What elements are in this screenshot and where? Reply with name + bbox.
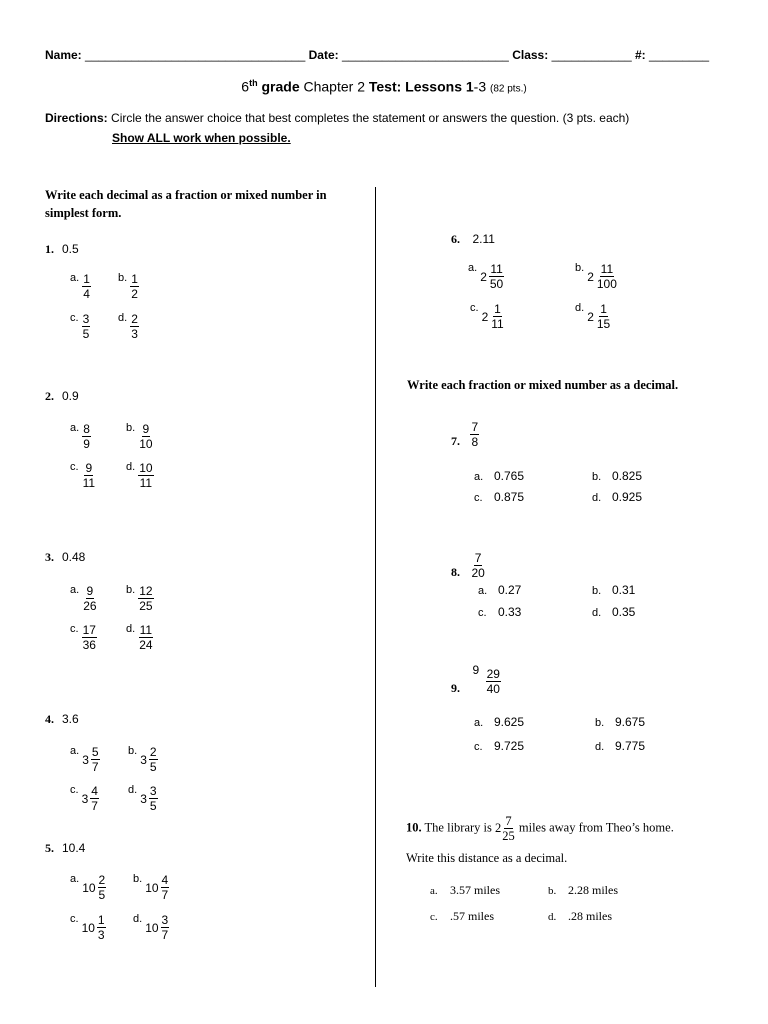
option-label: b. bbox=[592, 585, 602, 597]
option-label: c. bbox=[70, 312, 79, 324]
fraction-numerator: 3 bbox=[82, 312, 90, 326]
q10-text-after: miles away from Theo’s home. bbox=[518, 820, 674, 835]
option-fraction bbox=[596, 262, 618, 291]
date-label: Date: bbox=[308, 48, 339, 62]
option-fraction bbox=[161, 873, 170, 902]
mixed-whole: 10 bbox=[145, 880, 159, 895]
question-number: 3. bbox=[45, 550, 54, 564]
question-number: 8. bbox=[451, 565, 460, 579]
fraction-numerator: 9 bbox=[86, 584, 94, 598]
question-number: 6. bbox=[451, 232, 460, 246]
left-heading-line1: Write each decimal as a fraction or mixed number in bbox=[45, 188, 327, 202]
question-10 bbox=[406, 814, 674, 843]
left-heading-line2: simplest form. bbox=[45, 206, 122, 220]
answer-option[interactable] bbox=[430, 883, 500, 898]
answer-option[interactable] bbox=[575, 262, 618, 291]
answer-option[interactable] bbox=[595, 715, 645, 729]
option-label: c. bbox=[430, 911, 438, 923]
option-fraction bbox=[82, 312, 91, 341]
fraction-numerator: 12 bbox=[139, 584, 153, 598]
question-number: 9. bbox=[451, 681, 460, 695]
option-value: .57 miles bbox=[450, 909, 494, 923]
question-number: 10. bbox=[406, 820, 422, 835]
fraction-numerator: 3 bbox=[161, 913, 169, 927]
option-label: b. bbox=[126, 422, 136, 434]
fraction-denominator: 15 bbox=[596, 317, 611, 331]
fraction-numerator: 5 bbox=[91, 745, 99, 759]
question-5 bbox=[45, 839, 85, 857]
fraction-denominator: 5 bbox=[98, 888, 106, 902]
question-9 bbox=[451, 661, 501, 696]
fraction-denominator: 5 bbox=[149, 760, 157, 774]
option-fraction bbox=[90, 784, 99, 813]
header-line bbox=[45, 48, 709, 62]
fraction-denominator: 11 bbox=[82, 476, 96, 490]
option-label: a. bbox=[70, 272, 80, 284]
option-value: 9.675 bbox=[615, 715, 646, 729]
mixed-whole: 10 bbox=[81, 920, 95, 935]
fraction-denominator: 50 bbox=[489, 277, 504, 291]
answer-option[interactable] bbox=[126, 584, 154, 613]
option-fraction bbox=[489, 262, 504, 291]
fraction-numerator: 2 bbox=[98, 873, 106, 887]
answer-option[interactable] bbox=[133, 913, 169, 942]
fraction-denominator: 25 bbox=[139, 599, 153, 613]
question-fraction bbox=[501, 814, 516, 843]
number-field[interactable]: _________ bbox=[649, 48, 710, 62]
question-6 bbox=[451, 230, 495, 248]
mixed-whole: 9 bbox=[472, 662, 480, 677]
question-number: 1. bbox=[45, 242, 54, 256]
name-label: Name: bbox=[45, 48, 82, 62]
fraction-denominator: 100 bbox=[596, 277, 617, 291]
option-label: b. bbox=[548, 885, 557, 897]
mixed-whole: 3 bbox=[140, 752, 147, 767]
option-fraction bbox=[138, 584, 153, 613]
answer-option[interactable] bbox=[474, 469, 524, 483]
option-fraction bbox=[82, 584, 97, 613]
number-label: #: bbox=[635, 48, 646, 62]
question-fraction bbox=[470, 551, 485, 580]
answer-option[interactable] bbox=[70, 312, 90, 341]
fraction-numerator: 2 bbox=[149, 745, 157, 759]
class-label: Class: bbox=[512, 48, 549, 62]
option-value: 0.27 bbox=[498, 583, 522, 597]
option-label: a. bbox=[70, 745, 80, 757]
answer-option[interactable] bbox=[592, 490, 642, 504]
answer-option[interactable] bbox=[474, 739, 524, 753]
fraction-denominator: 8 bbox=[471, 435, 479, 449]
question-value: 10.4 bbox=[62, 841, 86, 855]
option-fraction bbox=[130, 272, 139, 301]
answer-option[interactable] bbox=[478, 583, 521, 597]
answer-option[interactable] bbox=[128, 784, 158, 813]
answer-option[interactable] bbox=[70, 461, 96, 490]
option-label: c. bbox=[70, 623, 79, 635]
option-label: d. bbox=[118, 312, 128, 324]
class-field[interactable]: ____________ bbox=[551, 48, 632, 62]
fraction-numerator: 1 bbox=[83, 272, 90, 286]
fraction-denominator: 26 bbox=[83, 599, 97, 613]
answer-option[interactable] bbox=[118, 272, 139, 301]
answer-option[interactable] bbox=[70, 745, 100, 774]
option-fraction bbox=[149, 784, 158, 813]
option-value: 0.35 bbox=[612, 605, 636, 619]
answer-option[interactable] bbox=[592, 583, 635, 597]
answer-option[interactable] bbox=[575, 302, 611, 331]
fraction-denominator: 7 bbox=[161, 928, 169, 942]
option-label: a. bbox=[430, 885, 438, 897]
fraction-numerator: 1 bbox=[131, 272, 138, 286]
answer-option[interactable] bbox=[548, 883, 618, 898]
option-label: c. bbox=[478, 607, 487, 619]
fraction-numerator: 4 bbox=[161, 873, 169, 887]
option-value: 3.57 miles bbox=[450, 883, 500, 897]
title-lessons-end: -3 bbox=[473, 78, 487, 95]
question-value: 0.5 bbox=[62, 242, 79, 256]
fraction-numerator: 1 bbox=[97, 913, 105, 927]
option-fraction bbox=[149, 745, 158, 774]
question-8 bbox=[451, 545, 486, 580]
option-label: b. bbox=[128, 745, 138, 757]
fraction-denominator: 10 bbox=[139, 437, 153, 451]
fraction-numerator: 17 bbox=[82, 623, 96, 637]
title-sup: th bbox=[249, 78, 258, 88]
fraction-numerator: 11 bbox=[490, 262, 503, 276]
question-value: 0.48 bbox=[62, 550, 86, 564]
answer-option[interactable] bbox=[70, 784, 99, 813]
question-value: 0.9 bbox=[62, 389, 79, 403]
answer-option[interactable] bbox=[126, 422, 154, 451]
answer-option[interactable] bbox=[470, 302, 505, 331]
fraction-denominator: 40 bbox=[486, 682, 500, 696]
fraction-denominator: 7 bbox=[91, 799, 98, 813]
option-label: a. bbox=[478, 585, 488, 597]
left-section-heading bbox=[45, 186, 327, 222]
option-label: d. bbox=[575, 302, 585, 314]
fraction-numerator: 9 bbox=[85, 461, 93, 475]
fraction-denominator: 11 bbox=[491, 317, 504, 331]
title-chapter: Chapter 2 bbox=[303, 78, 369, 95]
title-grade-word: grade bbox=[257, 78, 304, 95]
fraction-denominator: 25 bbox=[502, 829, 515, 843]
answer-option[interactable] bbox=[126, 623, 154, 652]
fraction-numerator: 11 bbox=[139, 623, 153, 637]
question-fraction bbox=[486, 667, 501, 696]
fraction-numerator: 8 bbox=[83, 422, 90, 436]
answer-option[interactable] bbox=[70, 623, 97, 652]
right-section-heading: Write each fraction or mixed number as a decimal. bbox=[407, 378, 679, 392]
option-label: b. bbox=[592, 471, 602, 483]
answer-option[interactable] bbox=[128, 745, 158, 774]
directions-text: Circle the answer choice that best completes the statement or answers the question. (3 pts. each) bbox=[111, 111, 630, 125]
answer-option[interactable] bbox=[592, 469, 642, 483]
question-number: 7. bbox=[451, 434, 460, 448]
option-label: c. bbox=[70, 913, 79, 925]
fraction-denominator: 11 bbox=[139, 476, 153, 490]
option-label: c. bbox=[474, 741, 483, 753]
answer-option[interactable] bbox=[548, 909, 612, 924]
option-label: c. bbox=[70, 784, 79, 796]
page-title bbox=[0, 78, 768, 95]
fraction-numerator: 4 bbox=[91, 784, 98, 798]
option-label: d. bbox=[548, 911, 557, 923]
mixed-whole: 2 bbox=[481, 309, 489, 324]
option-label: b. bbox=[118, 272, 128, 284]
option-value: 9.725 bbox=[494, 739, 525, 753]
answer-option[interactable] bbox=[70, 422, 91, 451]
answer-option[interactable] bbox=[133, 873, 169, 902]
fraction-numerator: 7 bbox=[474, 551, 482, 565]
q10-line2: Write this distance as a decimal. bbox=[406, 851, 568, 865]
fraction-denominator: 5 bbox=[82, 327, 90, 341]
option-fraction bbox=[82, 422, 91, 451]
answer-option[interactable] bbox=[70, 272, 91, 301]
option-fraction bbox=[82, 623, 97, 652]
question-1 bbox=[45, 240, 79, 258]
option-label: b. bbox=[595, 717, 605, 729]
option-label: a. bbox=[468, 262, 478, 274]
option-fraction bbox=[138, 422, 153, 451]
question-number: 5. bbox=[45, 841, 54, 855]
fraction-denominator: 4 bbox=[83, 287, 90, 301]
column-divider bbox=[375, 187, 376, 987]
fraction-numerator: 1 bbox=[600, 302, 607, 316]
option-label: b. bbox=[575, 262, 585, 274]
answer-option[interactable] bbox=[118, 312, 139, 341]
option-label: c. bbox=[474, 492, 483, 504]
fraction-numerator: 1 bbox=[494, 302, 501, 316]
mixed-whole: 10 bbox=[145, 920, 159, 935]
directions-label: Directions: bbox=[45, 111, 108, 125]
mixed-whole: 10 bbox=[82, 880, 96, 895]
answer-option[interactable] bbox=[474, 490, 524, 504]
fraction-numerator: 11 bbox=[600, 262, 614, 276]
option-label: d. bbox=[126, 623, 136, 635]
question-2 bbox=[45, 387, 79, 405]
fraction-denominator: 5 bbox=[149, 799, 157, 813]
option-label: a. bbox=[70, 873, 80, 885]
option-value: 0.31 bbox=[612, 583, 636, 597]
fraction-numerator: 7 bbox=[471, 420, 479, 434]
date-field[interactable]: _________________________ bbox=[341, 48, 509, 62]
question-value: 3.6 bbox=[62, 712, 79, 726]
question-fraction bbox=[470, 420, 479, 449]
answer-option[interactable] bbox=[592, 605, 635, 619]
answer-option[interactable] bbox=[474, 715, 524, 729]
mixed-whole: 2 bbox=[480, 269, 487, 284]
title-test: Test: Lessons 1 bbox=[368, 78, 474, 95]
mixed-whole: 3 bbox=[140, 791, 147, 806]
q10-text-before: The library is bbox=[424, 820, 492, 835]
option-fraction bbox=[490, 302, 504, 331]
option-label: d. bbox=[592, 607, 602, 619]
mixed-whole: 3 bbox=[82, 752, 89, 767]
option-value: 9.775 bbox=[615, 739, 646, 753]
fraction-denominator: 20 bbox=[471, 566, 485, 580]
fraction-numerator: 29 bbox=[486, 667, 500, 681]
name-field[interactable]: _________________________________ bbox=[85, 48, 306, 62]
option-value: 9.625 bbox=[494, 715, 525, 729]
option-value: 0.825 bbox=[612, 469, 643, 483]
fraction-numerator: 7 bbox=[505, 814, 512, 828]
answer-option[interactable] bbox=[70, 584, 98, 613]
question-4 bbox=[45, 710, 79, 728]
option-label: a. bbox=[474, 471, 484, 483]
option-label: d. bbox=[595, 741, 605, 753]
fraction-denominator: 24 bbox=[139, 638, 153, 652]
mixed-whole: 2 bbox=[587, 269, 594, 284]
option-fraction bbox=[82, 272, 91, 301]
option-fraction bbox=[130, 312, 139, 341]
fraction-denominator: 7 bbox=[91, 760, 99, 774]
option-fraction bbox=[98, 873, 107, 902]
option-value: 0.765 bbox=[494, 469, 525, 483]
fraction-numerator: 9 bbox=[142, 422, 150, 436]
option-fraction bbox=[91, 745, 100, 774]
directions bbox=[45, 111, 629, 125]
option-value: 0.925 bbox=[612, 490, 643, 504]
option-label: a. bbox=[474, 717, 484, 729]
option-fraction bbox=[161, 913, 170, 942]
option-fraction bbox=[97, 913, 106, 942]
question-value: 2.11 bbox=[472, 232, 495, 246]
answer-option[interactable] bbox=[70, 913, 106, 942]
title-points: (82 pts.) bbox=[490, 83, 527, 95]
option-fraction bbox=[138, 461, 153, 490]
fraction-denominator: 3 bbox=[131, 327, 138, 341]
question-number: 2. bbox=[45, 389, 54, 403]
option-value: .28 miles bbox=[568, 909, 612, 923]
option-label: a. bbox=[70, 422, 80, 434]
answer-option[interactable] bbox=[478, 605, 521, 619]
option-label: d. bbox=[592, 492, 602, 504]
fraction-numerator: 3 bbox=[149, 784, 157, 798]
option-label: c. bbox=[70, 461, 79, 473]
question-7 bbox=[451, 414, 479, 449]
option-label: d. bbox=[126, 461, 136, 473]
option-value: 0.875 bbox=[494, 490, 525, 504]
option-fraction bbox=[596, 302, 611, 331]
option-label: a. bbox=[70, 584, 80, 596]
fraction-denominator: 9 bbox=[83, 437, 90, 451]
option-fraction bbox=[82, 461, 96, 490]
answer-option[interactable] bbox=[595, 739, 645, 753]
mixed-whole: 3 bbox=[81, 791, 89, 806]
mixed-whole: 2 bbox=[495, 821, 502, 835]
option-label: d. bbox=[133, 913, 143, 925]
fraction-numerator: 2 bbox=[131, 312, 138, 326]
option-label: b. bbox=[133, 873, 143, 885]
answer-option[interactable] bbox=[430, 909, 494, 924]
fraction-numerator: 10 bbox=[139, 461, 153, 475]
mixed-whole: 2 bbox=[587, 309, 594, 324]
option-value: 2.28 miles bbox=[568, 883, 618, 897]
fraction-denominator: 3 bbox=[97, 928, 105, 942]
question-number: 4. bbox=[45, 712, 54, 726]
option-label: c. bbox=[470, 302, 479, 314]
answer-option[interactable] bbox=[70, 873, 106, 902]
fraction-denominator: 36 bbox=[82, 638, 96, 652]
title-grade: 6 bbox=[241, 78, 250, 95]
option-label: d. bbox=[128, 784, 138, 796]
option-fraction bbox=[138, 623, 153, 652]
show-work-note: Show ALL work when possible. bbox=[112, 131, 291, 145]
option-label: b. bbox=[126, 584, 136, 596]
option-value: 0.33 bbox=[498, 605, 522, 619]
fraction-denominator: 2 bbox=[131, 287, 138, 301]
answer-option[interactable] bbox=[126, 461, 154, 490]
fraction-denominator: 7 bbox=[161, 888, 169, 902]
answer-option[interactable] bbox=[468, 262, 504, 291]
question-3 bbox=[45, 548, 85, 566]
